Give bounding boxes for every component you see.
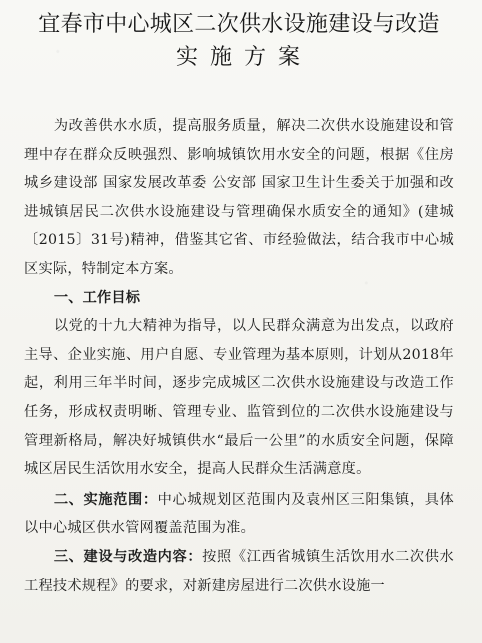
- section-3-heading: 三、建设与改造内容：: [53, 548, 203, 565]
- section-2-paragraph: [24, 486, 454, 543]
- document-title-line-2: 实施方案: [175, 45, 312, 70]
- section-1-paragraph: 以党的十九大精神为指导，以人民群众满意为出发点，以政府主导、企业实施、用户自愿、专业管理为基本原则，计划从2018年起，利用三年半时间，逐步完成城区二次供水设施建设与改造工作任务，形成权责明晰、管理专业、监管到位的二次供水设施建设与管理新格局，解决好城镇供水“最后一公里”的水质安全问题，保障城区居民生活饮用水安全，提高人民群众生活满意度。: [24, 318, 454, 478]
- section-3-paragraph: [24, 543, 454, 600]
- document-body: [24, 112, 454, 600]
- document-title-line-1: 宜春市中心城区二次供水设施建设与改造: [38, 12, 440, 37]
- section-1-heading: 一、工作目标: [53, 289, 141, 306]
- intro-paragraph: 为改善供水水质，提高服务质量，解决二次供水设施建设和管理中存在群众反映强烈、影响城镇饮用水安全的问题，根据《住房城乡建设部 国家发展改革委 公安部 国家卫生计生委关于加强和改进城镇居民二次供水设施建设与管理确保水质安全的通知》(建城〔2015〕31号)精神，借鉴其它省、市经验做法，结合我市中心城区实际，特制定本方案。: [24, 118, 454, 277]
- section-2-body: 中心城规划区范围内及袁州区三阳集镇，具体以中心城区供水管网覆盖范围为准。: [24, 491, 454, 537]
- section-2-heading: 二、实施范围：: [53, 491, 158, 508]
- section-3-body: 按照《江西省城镇生活饮用水二次供水工程技术规程》的要求，对新建房屋进行二次供水设施一: [24, 548, 454, 594]
